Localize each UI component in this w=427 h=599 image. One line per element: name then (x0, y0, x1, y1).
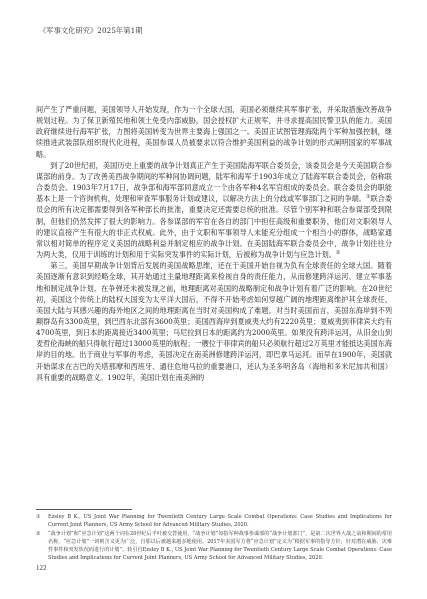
page-number: 122 (36, 564, 47, 572)
footnotes (36, 514, 392, 564)
footnote-1 (36, 514, 392, 529)
footnote-1-text: Ezsley B K., US Joint War Planning for Twentieth Century Large Scale Combat Operations: Case Studies and Implications for Current Joint Planners, US Army School for Advanced Military Studies, 2020. (48, 514, 392, 528)
body-text (36, 104, 392, 383)
paragraph-2 (36, 160, 392, 260)
footnote-2-mark: ② (36, 531, 41, 538)
paragraph-1: 间产生了严重问题，美国领导人开始发现，作为一个全球大国，美国必须继续其军事扩张，并采取措施改善战争规划过程。为了保卫新殖民地和领土免受内部威胁，国会授权扩大正规军，并寻求提高国民警卫队的能力。美国政府继续进行海军扩张，力图将美国转变为世界主要海上强国之一。美国正试图管理海陆两个军种加强控制，继续推进武装部队组织现代化进程，美国参谋人员被要求以符合维护美国利益的战争计划的形式阐明国家的军事战略。 (36, 105, 392, 159)
paragraph-2-text-b: 联合委员会的所有决定都需要得到各军种部长的批准，重要决定还需要总统的批准。尽管个别军种和联合参谋部受到限制，但他们仍然发挥了很大的影响力。各参谋部的军官在各自的部门中担任高级和重要职务，他们对文职领导人的建议直接产生有很大的非正式权威。此外，由于文职和军事领导人未能充分组成一个相当小的群体，战略家通常以相对简单的程序定义美国的战略利益并制定相应的战争计划。在美国陆海军联合委员会中，战争计划往往分为两大类，仅用于训练的计划和用于实际突发事件的实际计划，后被称为战争计划与应急计划。 (36, 194, 392, 260)
footnote-divider (36, 509, 132, 510)
footnote-ref-1[interactable]: ① (365, 194, 371, 201)
footnote-2-text: “战争计划”和“应急计划”这两个词在20世纪后半叶被交替使用，“战争计划”如指军种战事参谋部的“战争计划部门”，是第二次世界大战之前和期间的常用名称，“应急计划”一词则含义更为广泛，自那以后被越来越多地使用。2017年美国军方将“应急计划”定义为“根据军事的指导方针，针对潜在威胁、灾难性事件和突发状况而进行的计划”。转引自Ezsley B K., US Joint War Planning for Twentieth Century Large Scale Combat Operations: Case Studies and Implications for Current Joint Planners, US Army School for Advanced Military Studies, 2020. (48, 531, 392, 561)
paragraph-3: 第三，美国早期战争计划背后发展的美国战略思维，还在于美国开始自视为负有全球责任的全球大国。随着美国逐渐有意识到经略全球，其开始通过主量地理距离来检视自身的责任能力，从而修建跨洋运河、建立军事基地和制定战争计划。在争弹还未被发现之前，地理距离对美国的战略制定和战争计划有着广泛的影响。在20世纪初，美国这个传统上的陆权大国变为太平洋大国后，不得不开始考虑如何穿越广阔的地理距离维护其全球责任，美国大陆与其感兴趣的海外地区之间的地理距离在当时对美国构成了难题。对当时美国而言，美国东海岸到不列颠群岛有3300英里，到巴西东北部有3600英里；美国西海岸到夏威夷大约有2220英里；夏威夷到菲律宾大约有4700英里，到日本的距离接近3400英里；马尼拉到日本的距离约为2000英里。如果没有跨洋运河，从旧金山到麦哲伦海峡的船只得航行超过13000英里的航程；一艘位于菲律宾的船只必须航行超过2万英里才能抵达美国东海岸的目的地。出于商业与军事的考虑，美国决定在南美洲修建跨洋运河，即巴拿马运河。而早在1900年，美国就开始谋求在古巴的关塔那摩和西班牙、通往危地马拉的重要港口，还认为圣多明各岛（海地和多米尼加共和国）具有重要的战略意义。1902年，美国计划在南美洲的 (36, 261, 392, 382)
running-header: 《军事文化研究》2025年第1期 (39, 26, 143, 35)
footnote-1-mark: ① (36, 514, 41, 520)
footnote-ref-2[interactable]: ② (335, 250, 341, 257)
footnote-2 (36, 531, 392, 562)
paragraph-2-text-a: 到了20世纪初，美国历史上重要的战争计划真正产生于美国陆海军联合委员会，该委员会是今天美国联合参谋部的前身。为了改善美西战争期间的军种间协调问题，陆军和海军于1903年成立了陆海军联合委员会，俗称联合委员会。1903年7月17日，战争部和海军部同意成立一个由各军种4名军官组成的委员会。联合委员会的职能基本上是一个咨询机构，处理和审查军事服务计划或建议，以解决方法上的分歧或军事部门之间的争端。 (36, 160, 392, 204)
